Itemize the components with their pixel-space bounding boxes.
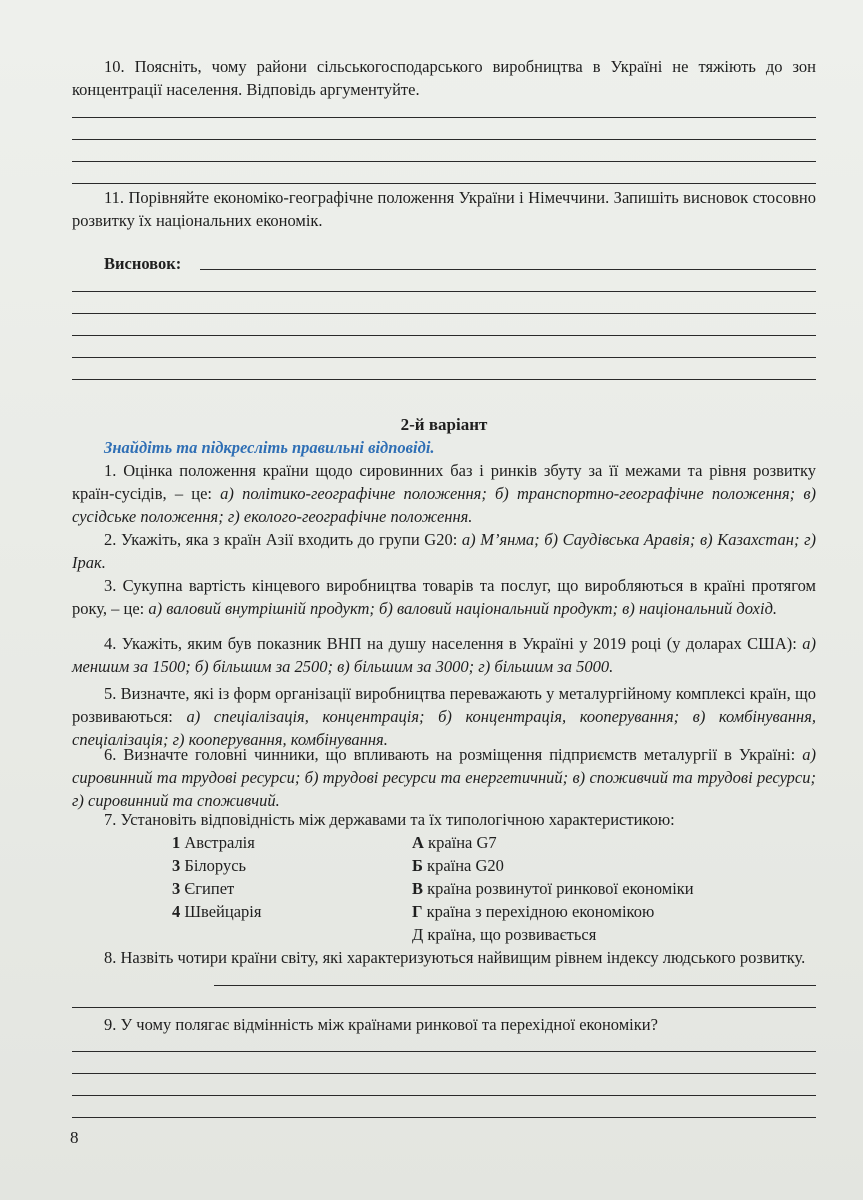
question-3-stem: 3. Сукупна вартість кінцевого виробництва товарів та послуг, що виробляються в країні протягом року, – це: <box>72 576 816 618</box>
question-1 <box>72 459 816 528</box>
question-8: 8. Назвіть чотири країни світу, які характеризуються найвищим рівнем індексу людського розвитку. <box>104 948 806 967</box>
question-4 <box>72 632 816 678</box>
question-4-stem: 4. Укажіть, яким був показник ВНП на душу населення в Україні у 2019 році (у доларах США): <box>104 634 803 653</box>
question-6-options[interactable]: а) сировинний та трудові ресурси; б) трудові ресурси та енергетичний; в) споживчий та трудові ресурси; г) сировинний та споживчий. <box>72 745 816 810</box>
match-right-item: Б країна G20 <box>412 856 504 875</box>
match-right-item: Д країна, що розвивається <box>412 925 597 944</box>
match-left-item: 3 Єгипет <box>172 879 235 898</box>
answer-line[interactable] <box>72 291 816 292</box>
answer-line[interactable] <box>72 379 816 380</box>
answer-line[interactable] <box>72 357 816 358</box>
question-3 <box>72 574 816 620</box>
question-3-options[interactable]: а) валовий внутрішній продукт; б) валовий національний продукт; в) національний дохід. <box>148 599 778 618</box>
answer-line[interactable] <box>72 139 816 140</box>
answer-line[interactable] <box>72 183 816 184</box>
question-9: 9. У чому полягає відмінність між країнами ринкової та перехідної економіки? <box>104 1015 658 1034</box>
question-6 <box>72 743 816 812</box>
match-right-item: Г країна з перехідною економікою <box>412 902 655 921</box>
question-10: 10. Поясніть, чому райони сільськогосподарського виробництва в Україні не тяжіють до зон концентрації населення. Відповідь аргументуйте. <box>72 57 816 99</box>
question-2-options[interactable]: а) М’янма; б) Саудівська Аравія; в) Казахстан; г) Ірак. <box>72 530 816 572</box>
question-2 <box>72 528 816 574</box>
page-number: 8 <box>70 1128 79 1147</box>
match-right-item: А країна G7 <box>412 833 497 852</box>
question-1-options[interactable]: а) політико-географічне положення; б) транспортно-географічне положення; в) сусідське положення; г) еколого-географічне положення. <box>72 484 816 526</box>
instruction: Знайдіть та підкресліть правильні відповіді. <box>104 438 435 457</box>
answer-line[interactable] <box>72 1051 816 1052</box>
answer-line[interactable] <box>72 117 816 118</box>
question-7: 7. Установіть відповідність між державами та їх типологічною характеристикою: <box>104 810 675 829</box>
question-5-options[interactable]: а) спеціалізація, концентрація; б) концентрація, кооперування; в) комбінування, спеціалізація; г) кооперування, комбінування. <box>72 707 816 749</box>
answer-line[interactable] <box>72 1073 816 1074</box>
conclusion-label: Висновок: <box>104 254 182 273</box>
question-1-stem: 1. Оцінка положення країни щодо сировинних баз і ринків збуту за її межами та рівня розвитку країн-сусідів, – це: <box>72 461 816 503</box>
question-2-stem: 2. Укажіть, яка з країн Азії входить до групи G20: <box>104 530 462 549</box>
answer-line[interactable] <box>72 335 816 336</box>
match-left-item: 4 Швейцарія <box>172 902 262 921</box>
question-4-options[interactable]: а) меншим за 1500; б) більшим за 2500; в) більшим за 3000; г) більшим за 5000. <box>72 634 816 676</box>
question-5-stem: 5. Визначте, які із форм організації виробництва переважають у металургійному комплексі країн, що розвиваються: <box>72 684 816 726</box>
answer-line[interactable] <box>72 1117 816 1118</box>
answer-line[interactable] <box>200 269 816 270</box>
answer-line[interactable] <box>72 1007 816 1008</box>
match-left-item: 1 Австралія <box>172 833 255 852</box>
answer-line[interactable] <box>72 161 816 162</box>
question-6-stem: 6. Визначте головні чинники, що впливають на розміщення підприємств металургії в Україні: <box>104 745 803 764</box>
match-left-item: 3 Білорусь <box>172 856 247 875</box>
answer-line[interactable] <box>214 985 816 986</box>
answer-line[interactable] <box>72 313 816 314</box>
match-right-item: В країна розвинутої ринкової економіки <box>412 879 694 898</box>
answer-line[interactable] <box>72 1095 816 1096</box>
variant-heading: 2-й варіант <box>400 415 488 434</box>
question-11: 11. Порівняйте економіко-географічне положення України і Німеччини. Запишіть висновок стосовно розвитку їх національних економік. <box>72 188 816 230</box>
question-5 <box>72 682 816 751</box>
